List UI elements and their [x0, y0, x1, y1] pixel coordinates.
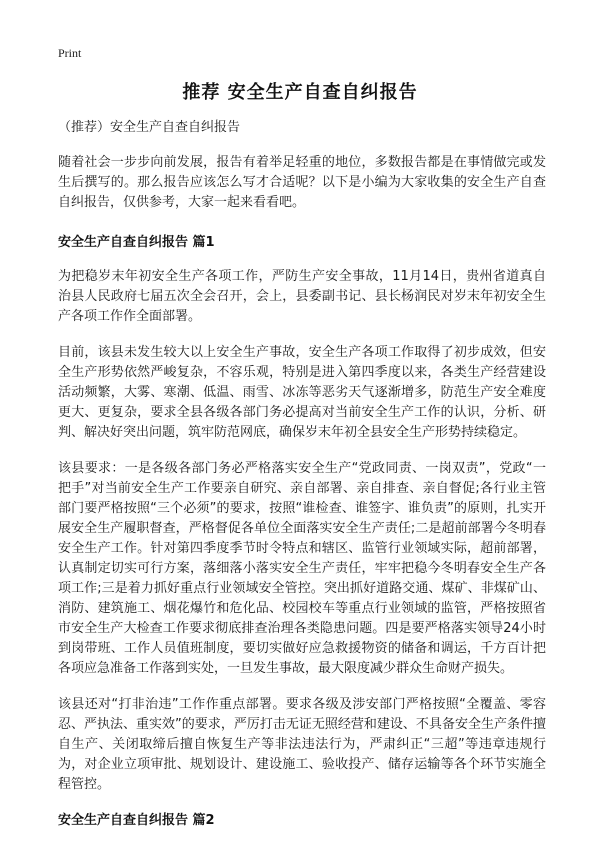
- page-title: 推荐 安全生产自查自纠报告: [182, 82, 418, 103]
- document-body: [58, 118, 546, 845]
- section-1-paragraph-1: 为把稳岁末年初安全生产各项工作，严防生产安全事故，11月14日，贵州省道真自治县人民政府七届五次全会召开，会上，县委副书记、县长杨润民对岁末年初安全生产各项工作作全面部署。: [58, 269, 546, 324]
- section-heading-2: 安全生产自查自纠报告 篇2: [58, 813, 215, 828]
- section-heading-1: 安全生产自查自纠报告 篇1: [58, 235, 215, 250]
- subtitle: （推荐）安全生产自查自纠报告: [58, 120, 241, 135]
- section-1-paragraph-4: 该县还对“打非治违”工作作重点部署。要求各级及涉安部门严格按照“全覆盖、零容忍、严执法、重实效”的要求，严厉打击无证无照经营和建设、不具备安全生产条件擅自生产、关闭取缔后擅自恢复生产等非法违法行为，严肃纠正“三超”等违章违规行为，对企业立项审批、规划设计、建设施工、验收投产、储存运输等各个环节实施全程管控。: [58, 697, 546, 792]
- intro-paragraph: 随着社会一步步向前发展，报告有着举足轻重的地位，多数报告都是在事情做完或发生后撰写的。那么报告应该怎么写才合适呢？以下是小编为大家收集的安全生产自查自纠报告，仅供参考，大家一起来看看吧。: [58, 155, 546, 210]
- section-1-paragraph-3: 该县要求：一是各级各部门务必严格落实安全生产“党政同责、一岗双责”，党政“一把手”对当前安全生产工作要亲自研究、亲自部署、亲自排查、亲自督促;各行业主管部门要严格按照“三个必须”的要求，按照“谁检查、谁签字、谁负责”的原则，扎实开展安全生产履职督查，严格督促各单位全面落实安全生产责任;二是超前部署今冬明春安全生产工作。针对第四季度季节时令特点和辖区、监管行业领域实际，超前部署，认真制定切实可行方案，落细落小落实安全生产责任，牢牢把稳今冬明春安全生产各项工作;三是着力抓好重点行业领域安全管控。突出抓好道路交通、煤矿、非煤矿山、消防、建筑施工、烟花爆竹和危化品、校园校车等重点行业领域的监管，严格按照省市安全生产大检查工作要求彻底排查治理各类隐患问题。四是要严格落实领导24小时到岗带班、工作人员值班制度，要切实做好应急救援物资的储备和调运，千方百计把各项应急准备工作落到实处，一旦发生事故，最大限度减少群众生命财产损失。: [58, 461, 546, 676]
- print-link[interactable]: Print: [58, 46, 82, 60]
- section-1-paragraph-2: 目前，该县未发生较大以上安全生产事故，安全生产各项工作取得了初步成效，但安全生产形势依然严峻复杂，不容乐观，特别是进入第四季度以来，各类生产经营建设活动频繁，大雾、寒潮、低温、雨雪、冰冻等恶劣天气逐渐增多，防范生产安全难度更大、更复杂，要求全县各级各部门务必提高对当前安全生产工作的认识，分析、研判、解决好突出问题，筑牢防范网底，确保岁末年初全县安全生产形势持续稳定。: [58, 345, 546, 440]
